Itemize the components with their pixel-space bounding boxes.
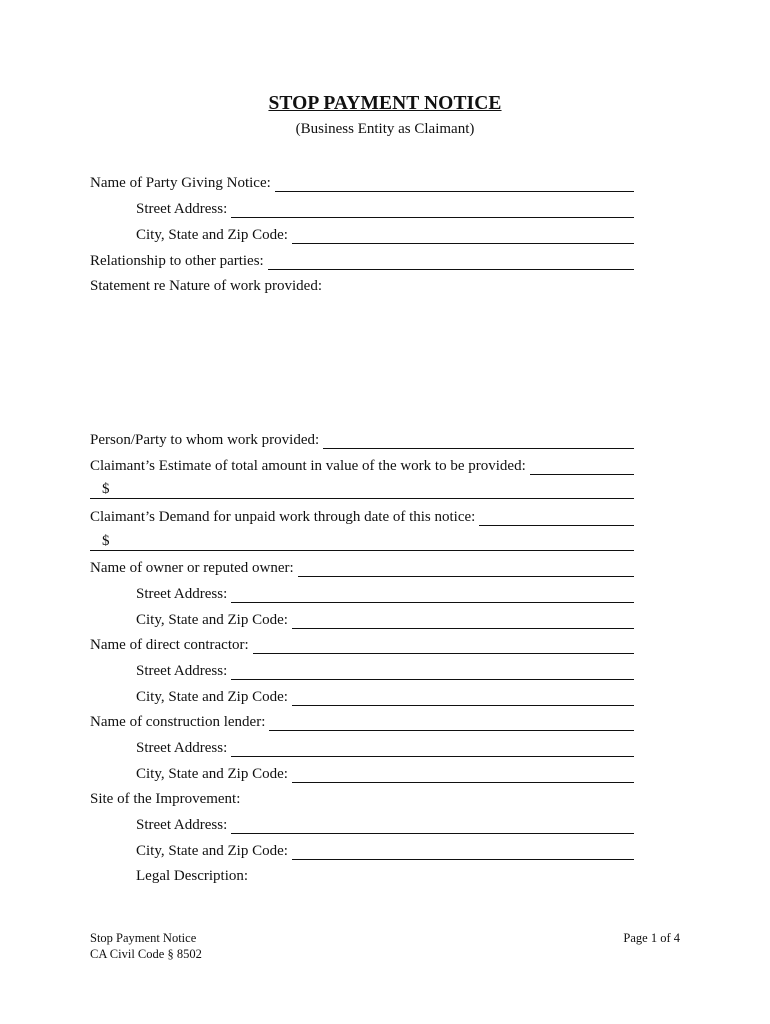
legal-description-label: Legal Description: bbox=[136, 868, 249, 884]
person-party-label: Person/Party to whom work provided: bbox=[90, 432, 320, 448]
lender-city-label: City, State and Zip Code: bbox=[136, 766, 288, 782]
site-street-label: Street Address: bbox=[136, 817, 228, 833]
site-heading: Site of the Improvement: bbox=[90, 791, 241, 807]
relationship-line[interactable] bbox=[268, 254, 634, 270]
demand-amount-field[interactable] bbox=[90, 530, 634, 551]
page-number: Page 1 of 4 bbox=[623, 931, 680, 945]
contractor-street-field[interactable] bbox=[136, 660, 634, 680]
relationship-label: Relationship to other parties: bbox=[90, 253, 264, 269]
site-city-field[interactable] bbox=[136, 840, 634, 860]
lender-street-field[interactable] bbox=[136, 737, 634, 757]
owner-street-label: Street Address: bbox=[136, 586, 228, 602]
claimant-name-field[interactable] bbox=[90, 172, 634, 192]
demand-field[interactable] bbox=[90, 506, 634, 526]
lender-city-line[interactable] bbox=[292, 767, 634, 783]
lender-name-field[interactable] bbox=[90, 711, 634, 731]
owner-name-field[interactable] bbox=[90, 557, 634, 577]
contractor-street-line[interactable] bbox=[231, 664, 634, 680]
demand-currency: $ bbox=[102, 533, 110, 549]
demand-label: Claimant’s Demand for unpaid work through date of this notice: bbox=[90, 509, 476, 525]
contractor-name-label: Name of direct contractor: bbox=[90, 637, 249, 653]
relationship-field[interactable] bbox=[90, 250, 634, 270]
owner-street-line[interactable] bbox=[231, 587, 634, 603]
claimant-street-label: Street Address: bbox=[136, 201, 228, 217]
contractor-name-field[interactable] bbox=[90, 634, 634, 654]
owner-name-line[interactable] bbox=[298, 561, 634, 577]
document-subtitle: (Business Entity as Claimant) bbox=[295, 121, 475, 137]
contractor-city-label: City, State and Zip Code: bbox=[136, 689, 288, 705]
estimate-field[interactable] bbox=[90, 455, 634, 475]
claimant-city-line[interactable] bbox=[292, 228, 634, 244]
contractor-city-field[interactable] bbox=[136, 686, 634, 706]
owner-street-field[interactable] bbox=[136, 583, 634, 603]
owner-name-label: Name of owner or reputed owner: bbox=[90, 560, 294, 576]
lender-name-label: Name of construction lender: bbox=[90, 714, 266, 730]
estimate-amount-field[interactable] bbox=[90, 478, 634, 499]
statement-label: Statement re Nature of work provided: bbox=[90, 278, 323, 294]
person-party-line[interactable] bbox=[323, 433, 634, 449]
estimate-line[interactable] bbox=[530, 459, 634, 475]
person-party-field[interactable] bbox=[90, 429, 634, 449]
contractor-street-label: Street Address: bbox=[136, 663, 228, 679]
claimant-city-field[interactable] bbox=[136, 224, 634, 244]
claimant-city-label: City, State and Zip Code: bbox=[136, 227, 288, 243]
demand-line[interactable] bbox=[479, 510, 634, 526]
document-title: STOP PAYMENT NOTICE bbox=[268, 93, 502, 114]
owner-city-label: City, State and Zip Code: bbox=[136, 612, 288, 628]
owner-city-line[interactable] bbox=[292, 613, 634, 629]
contractor-city-line[interactable] bbox=[292, 690, 634, 706]
footer-form-name: Stop Payment Notice bbox=[90, 931, 197, 945]
lender-street-line[interactable] bbox=[231, 741, 634, 757]
lender-city-field[interactable] bbox=[136, 763, 634, 783]
contractor-name-line[interactable] bbox=[253, 638, 634, 654]
lender-name-line[interactable] bbox=[269, 715, 634, 731]
site-street-line[interactable] bbox=[231, 818, 634, 834]
site-city-line[interactable] bbox=[292, 844, 634, 860]
claimant-street-field[interactable] bbox=[136, 198, 634, 218]
claimant-name-line[interactable] bbox=[275, 176, 634, 192]
claimant-street-line[interactable] bbox=[231, 202, 634, 218]
claimant-name-label: Name of Party Giving Notice: bbox=[90, 175, 271, 191]
owner-city-field[interactable] bbox=[136, 609, 634, 629]
footer-code: CA Civil Code § 8502 bbox=[90, 947, 202, 961]
lender-street-label: Street Address: bbox=[136, 740, 228, 756]
estimate-label: Claimant’s Estimate of total amount in value of the work to be provided: bbox=[90, 458, 526, 474]
site-street-field[interactable] bbox=[136, 814, 634, 834]
estimate-currency: $ bbox=[102, 481, 110, 497]
site-city-label: City, State and Zip Code: bbox=[136, 843, 288, 859]
